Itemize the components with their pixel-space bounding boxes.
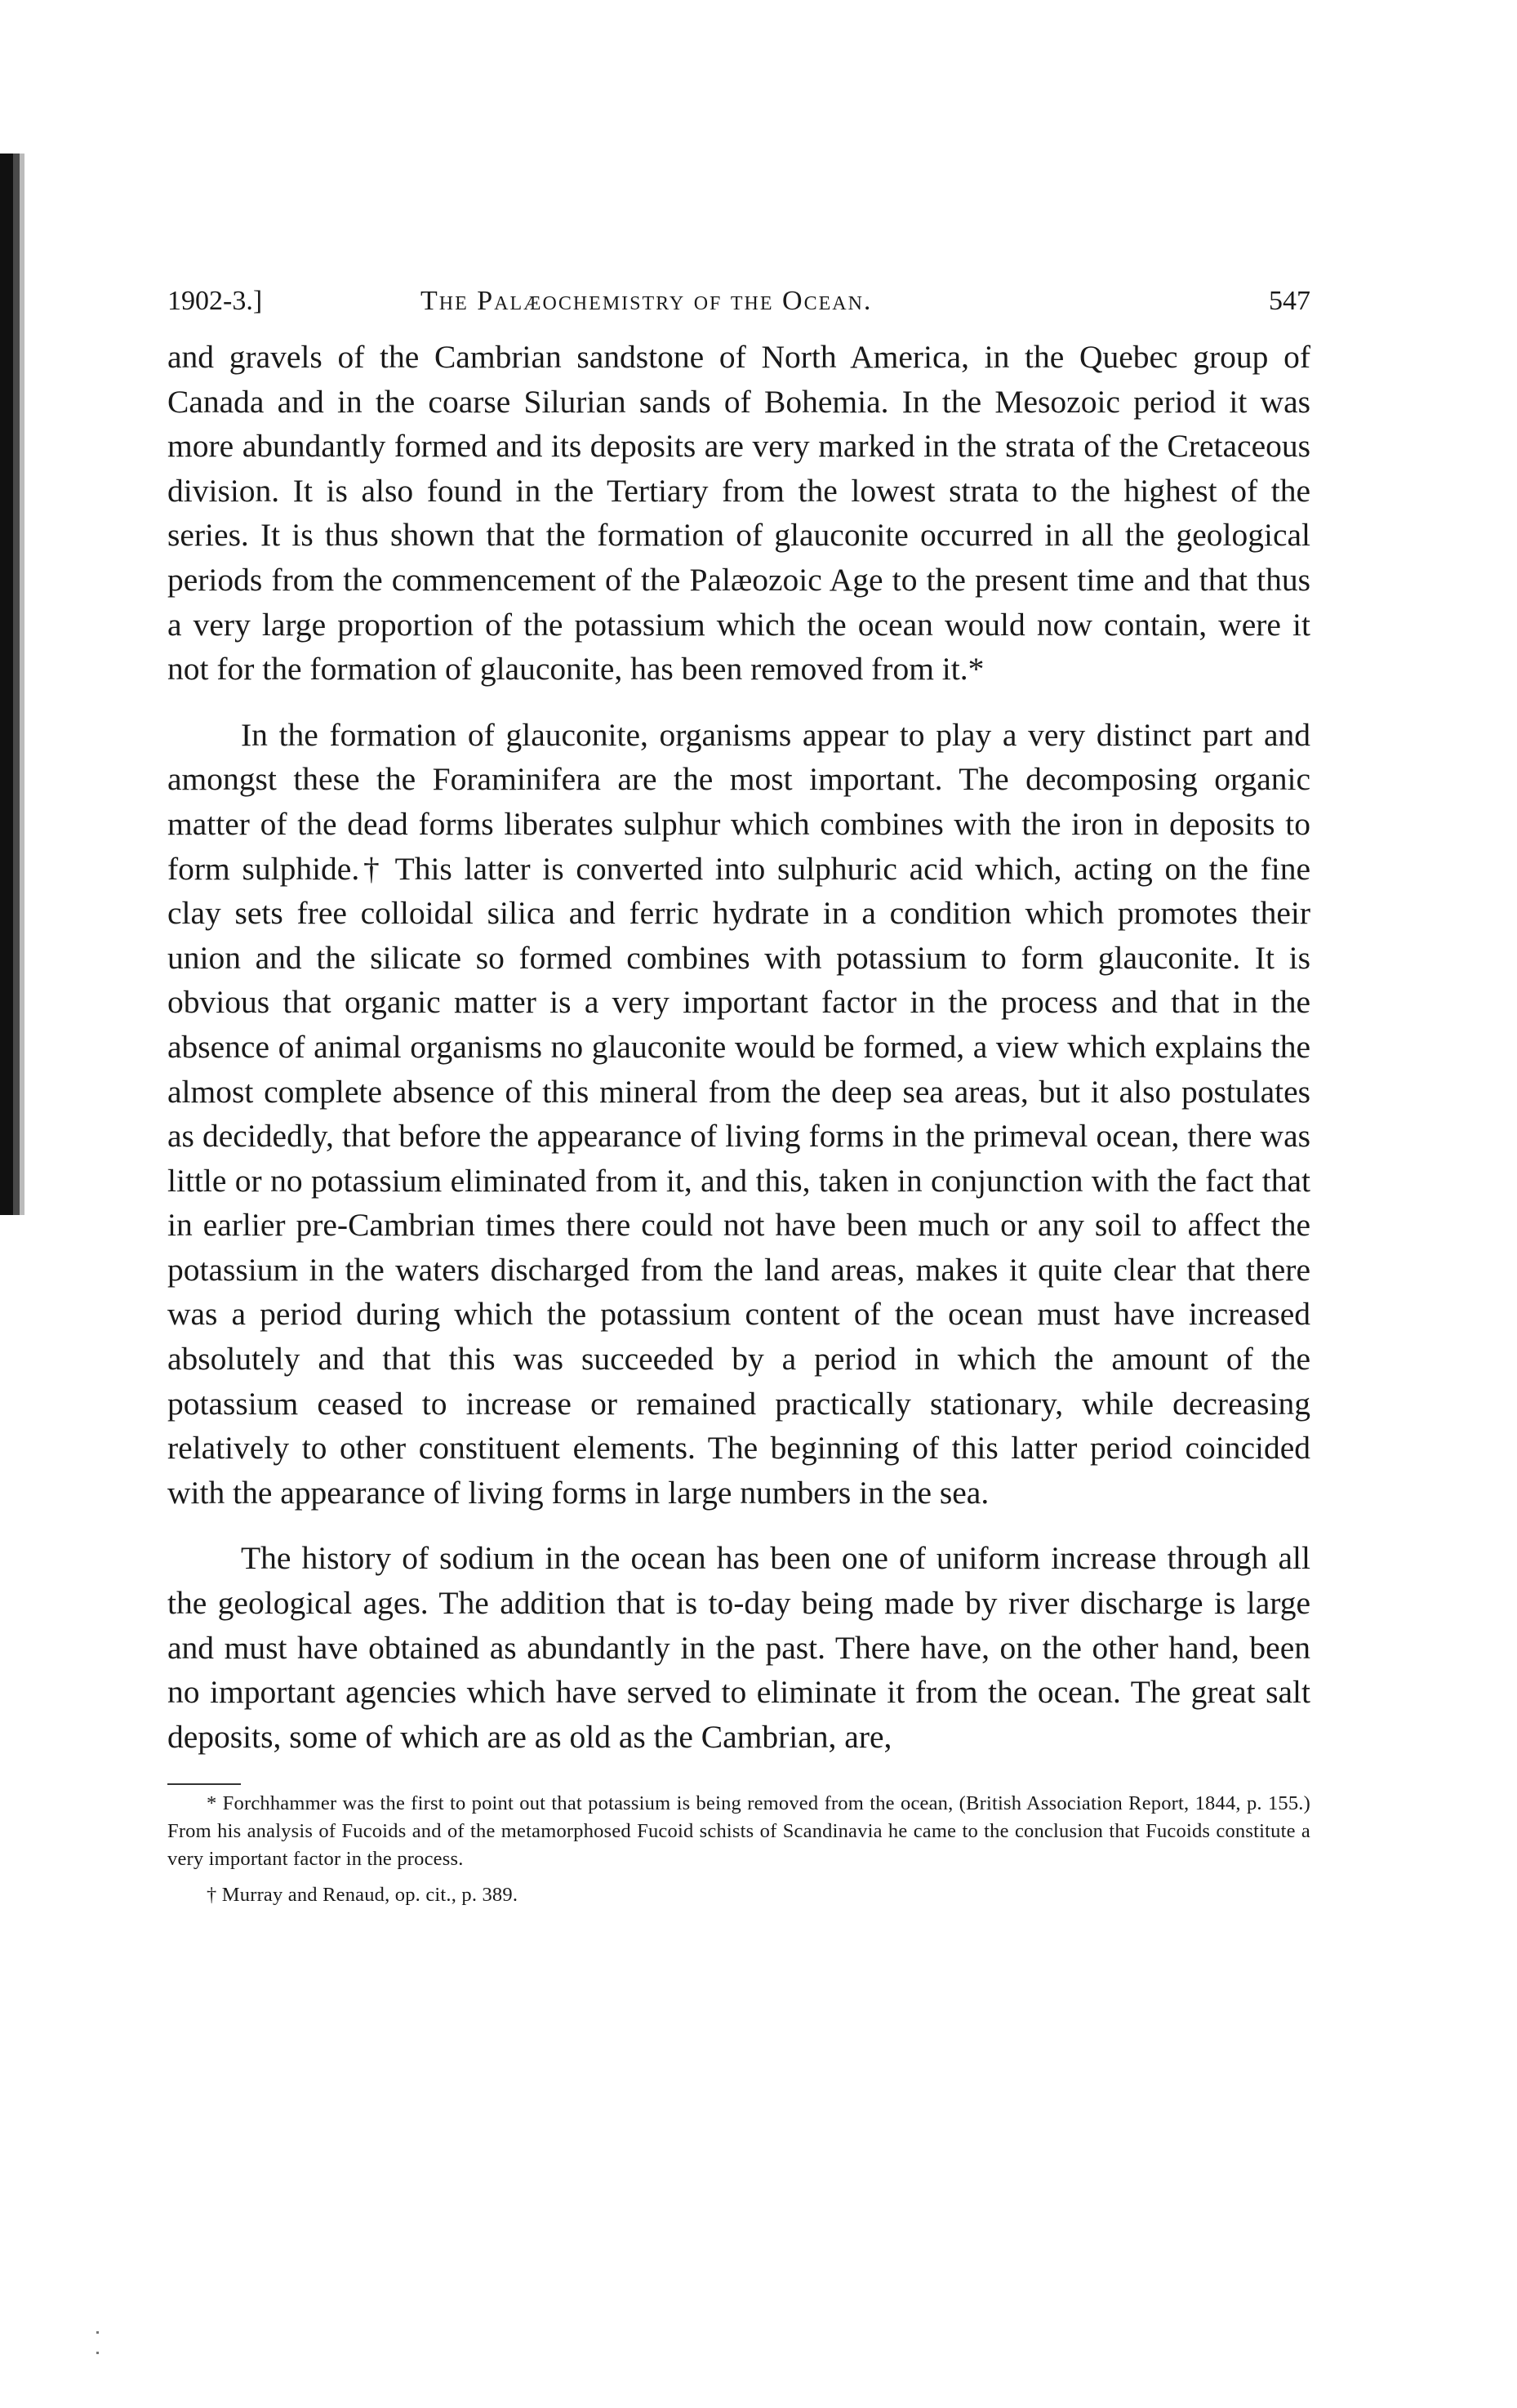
margin-speck [96,2331,99,2334]
body-text [167,335,1310,1759]
paragraph-glauconite-organisms: In the formation of glauconite, organisms appear to play a very distinct part and amongst these the Foraminifera are the most important. The decomposing organic matter of the dead forms liberates sulphur which combines with the iron in deposits to form sulphide.† This latter is converted into sulphuric acid which, acting on the fine clay sets free colloidal silica and ferric hydrate in a condition which promotes their union and the silicate so formed combines with potassium to form glauconite. It is obvious that organic matter is a very important factor in the process and that in the absence of animal organisms no glauconite would be formed, a view which explains the almost complete absence of this mineral from the deep sea areas, but it also postulates as decidedly, that before the appearance of living forms in the primeval ocean, there was little or no potassium eliminated from it, and this, taken in conjunction with the fact that in earlier pre-Cambrian times there could not have been much or any soil to affect the potassium in the waters discharged from the land areas, makes it quite clear that there was a period during which the potassium content of the ocean must have increased absolutely and that this was succeeded by a period in which the amount of the potassium ceased to increase or remained practically stationary, while decreasing relatively to other constituent elements. The beginning of this latter period coincided with the appearance of living forms in large numbers in the sea. [167,716,1310,1511]
binding-edge-shadow [0,154,41,1215]
footnote-forchhammer: * Forchhammer was the first to point out that potassium is being removed from the ocean, (British Association Report, 1844, p. 155.) From his analysis of Fucoids and of the metamorphosed Fucoid schists of Scandinavia he came to the conclusion that Fucoids constitute a very important factor in the process. [167,1792,1310,1871]
running-header [167,286,1310,335]
footnote-divider [167,1783,241,1785]
page-number: 547 [1269,286,1310,316]
paragraph-continued: and gravels of the Cambrian sandstone of North America, in the Quebec group of Canada and in the coarse Silurian sands of Bohemia. In the Mesozoic period it was more abundantly formed and its deposits are very marked in the strata of the Cretaceous division. It is also found in the Tertiary from the lowest strata to the highest of the series. It is thus shown that the formation of glauconite occurred in all the geological periods from the commencement of the Palæozoic Age to the present time and that thus a very large proportion of the potassium which the ocean would now contain, were it not for the formation of glauconite, has been removed from it.* [167,339,1310,688]
margin-speck [96,2352,99,2354]
header-title: The Palæochemistry of the Ocean. [420,286,873,316]
paragraph-sodium-history: The history of sodium in the ocean has been one of uniform increase through all the geological ages. The addition that is to-day being made by river discharge is large and must have obtained as abundantly in the past. There have, on the other hand, been no important agencies which have served to eliminate it from the ocean. The great salt deposits, some of which are as old as the Cambrian, are, [167,1540,1310,1755]
footnote-murray-renaud: † Murray and Renaud, op. cit., p. 389. [207,1884,518,1907]
header-year: 1902-3.] [167,286,263,316]
footnotes [167,1790,1310,1909]
book-page [167,286,1310,1909]
